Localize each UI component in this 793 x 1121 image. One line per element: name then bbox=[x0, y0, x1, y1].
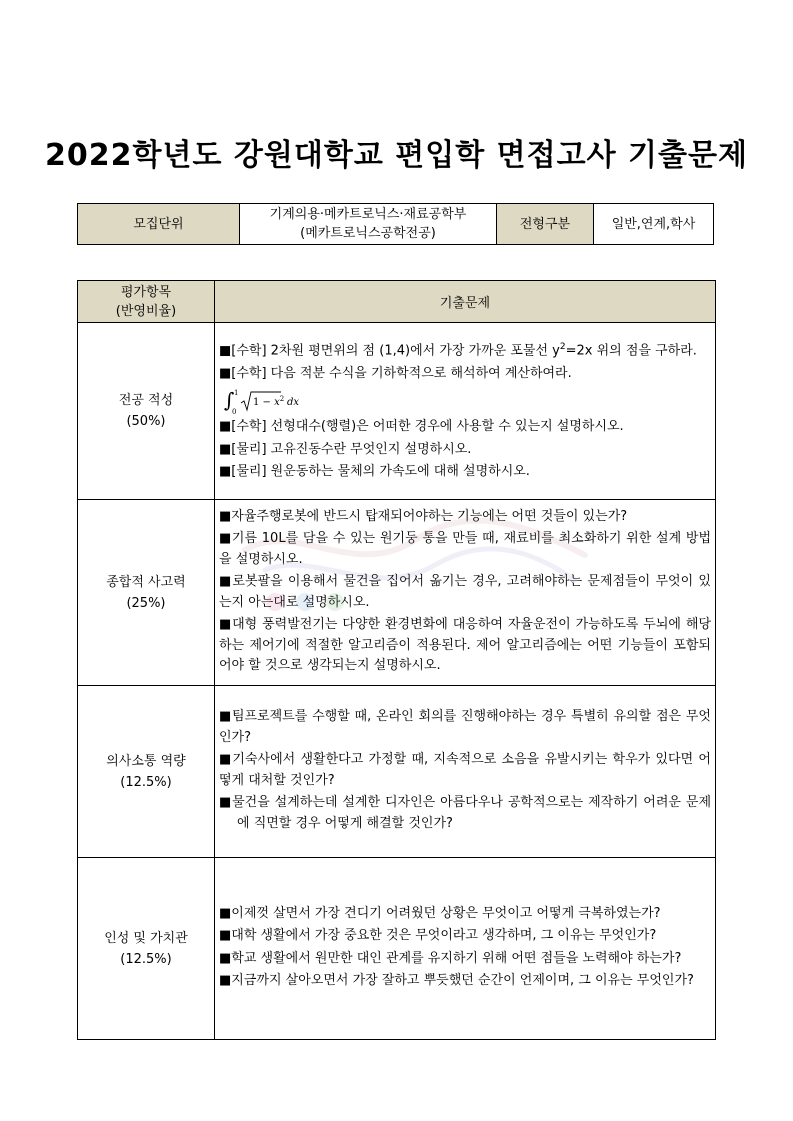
recruit-unit-value bbox=[240, 204, 497, 245]
question-item: ■[수학] 선형대수(행렬)은 어떠한 경우에 사용할 수 있는지 설명하시오. bbox=[219, 419, 624, 435]
recruit-unit-line2: (메카트로닉스공학전공) bbox=[300, 226, 436, 241]
category-cell bbox=[78, 686, 215, 858]
question-item: ■자율주행로봇에 반드시 탑재되어야하는 기능에는 어떤 것들이 있는가? bbox=[219, 508, 628, 524]
category-cell bbox=[78, 858, 215, 1040]
question-list bbox=[215, 686, 716, 858]
admission-type-value: 일반,연계,학사 bbox=[594, 204, 714, 245]
question-list bbox=[215, 500, 716, 686]
header-eval-item-line1: 평가항목 bbox=[120, 284, 172, 300]
recruit-unit-label: 모집단위 bbox=[78, 204, 240, 245]
question-list bbox=[215, 323, 716, 500]
table-row bbox=[78, 323, 716, 500]
header-eval-item-line2: (반영비율) bbox=[115, 303, 177, 319]
question-item: ■이제껏 살면서 가장 견디기 어려웠던 상황은 무엇이고 어떻게 극복하였는가? bbox=[219, 905, 661, 921]
table-header-row bbox=[78, 281, 716, 323]
question-item: ■[물리] 고유진동수란 무엇인지 설명하시오. bbox=[219, 441, 472, 457]
svg-text:1 − x2: $1 - x^2$ bbox=[253, 395, 285, 409]
category-name: 전공 적성 bbox=[118, 393, 174, 408]
category-ratio: (12.5%) bbox=[120, 951, 172, 967]
info-table bbox=[77, 203, 714, 245]
question-item: ■[수학] 다음 적분 수식을 기하학적으로 해석하여 계산하여라. bbox=[219, 365, 572, 381]
question-item: ■대학 생활에서 가장 중요한 것은 무엇이라고 생각하며, 그 이유는 무엇인가? bbox=[219, 928, 657, 943]
question-item: ■지금까지 살아오면서 가장 잘하고 뿌듯했던 순간이 언제이며, 그 이유는 무엇인가? bbox=[219, 973, 694, 988]
svg-text:1: 1 bbox=[234, 389, 239, 398]
table-row bbox=[78, 858, 716, 1040]
category-ratio: (25%) bbox=[126, 595, 166, 611]
svg-text:0: 0 bbox=[232, 408, 237, 417]
svg-text:dx: dx bbox=[287, 397, 300, 409]
category-name: 종합적 사고력 bbox=[106, 574, 186, 590]
question-item: ■대형 풍력발전기는 다양한 환경변화에 대응하여 자율운전이 가능하도록 두뇌에 해당하는 제어기에 적절한 알고리즘이 적용된다. 제어 알고리즘에는 어떤 기능들이 포함되어야 할 것으로 생각되는지 설명하시오. bbox=[219, 617, 711, 673]
recruit-unit-line1: 기계의용·메카트로닉스·재료공학부 bbox=[269, 207, 467, 222]
question-item: ■기숙사에서 생활한다고 가정할 때, 지속적으로 소음을 유발시키는 학우가 있다면 어떻게 대처할 것인가? bbox=[219, 752, 711, 788]
header-questions: 기출문제 bbox=[215, 281, 716, 323]
table-row bbox=[78, 686, 716, 858]
category-cell bbox=[78, 323, 215, 500]
header-eval-item bbox=[78, 281, 215, 323]
question-item: ■학교 생활에서 원만한 대인 관계를 유지하기 위해 어떤 점들을 노력해야 하는가? bbox=[219, 950, 682, 966]
questions-table bbox=[77, 280, 716, 1040]
question-item: ■팀프로젝트를 수행할 때, 온라인 회의를 진행해야하는 경우 특별히 유의할 점은 무엇인가? bbox=[219, 709, 711, 745]
question-item: ■[물리] 원운동하는 물체의 가속도에 대해 설명하시오. bbox=[219, 464, 530, 480]
question-item: ■로봇팔을 이용해서 물건을 집어서 옮기는 경우, 고려해야하는 문제점들이 무엇이 있는지 아는대로 설명하시오. bbox=[219, 574, 711, 610]
category-ratio: (50%) bbox=[126, 414, 166, 429]
page-title: 2022학년도 강원대학교 편입학 면접고사 기출문제 bbox=[45, 138, 748, 173]
category-cell bbox=[78, 500, 215, 686]
admission-type-label: 전형구분 bbox=[497, 204, 594, 245]
integral-formula bbox=[223, 386, 711, 416]
table-row bbox=[78, 500, 716, 686]
category-name: 의사소통 역량 bbox=[106, 753, 186, 769]
question-item: ■[수학] 2차원 평면위의 점 (1,4)에서 가장 가까운 포물선 $y^2=2x$ 위의 점을 구하라. bbox=[219, 342, 697, 359]
category-ratio: (12.5%) bbox=[120, 774, 172, 790]
question-list bbox=[215, 858, 716, 1040]
question-item: ■물건을 설계하는데 설계한 디자인은 아름다우나 공학적으로는 제작하기 어려운 문제에 직면할 경우 어떻게 해결할 것인가? bbox=[219, 795, 711, 831]
question-item: ■기름 10L를 담을 수 있는 원기둥 통을 만들 때, 재료비를 최소화하기 위한 설계 방법을 설명하시오. bbox=[219, 531, 711, 567]
category-name: 인성 및 가치관 bbox=[104, 930, 188, 946]
svg-text:∫: ∫ bbox=[224, 388, 235, 413]
integral-formula-graphic bbox=[223, 386, 333, 416]
